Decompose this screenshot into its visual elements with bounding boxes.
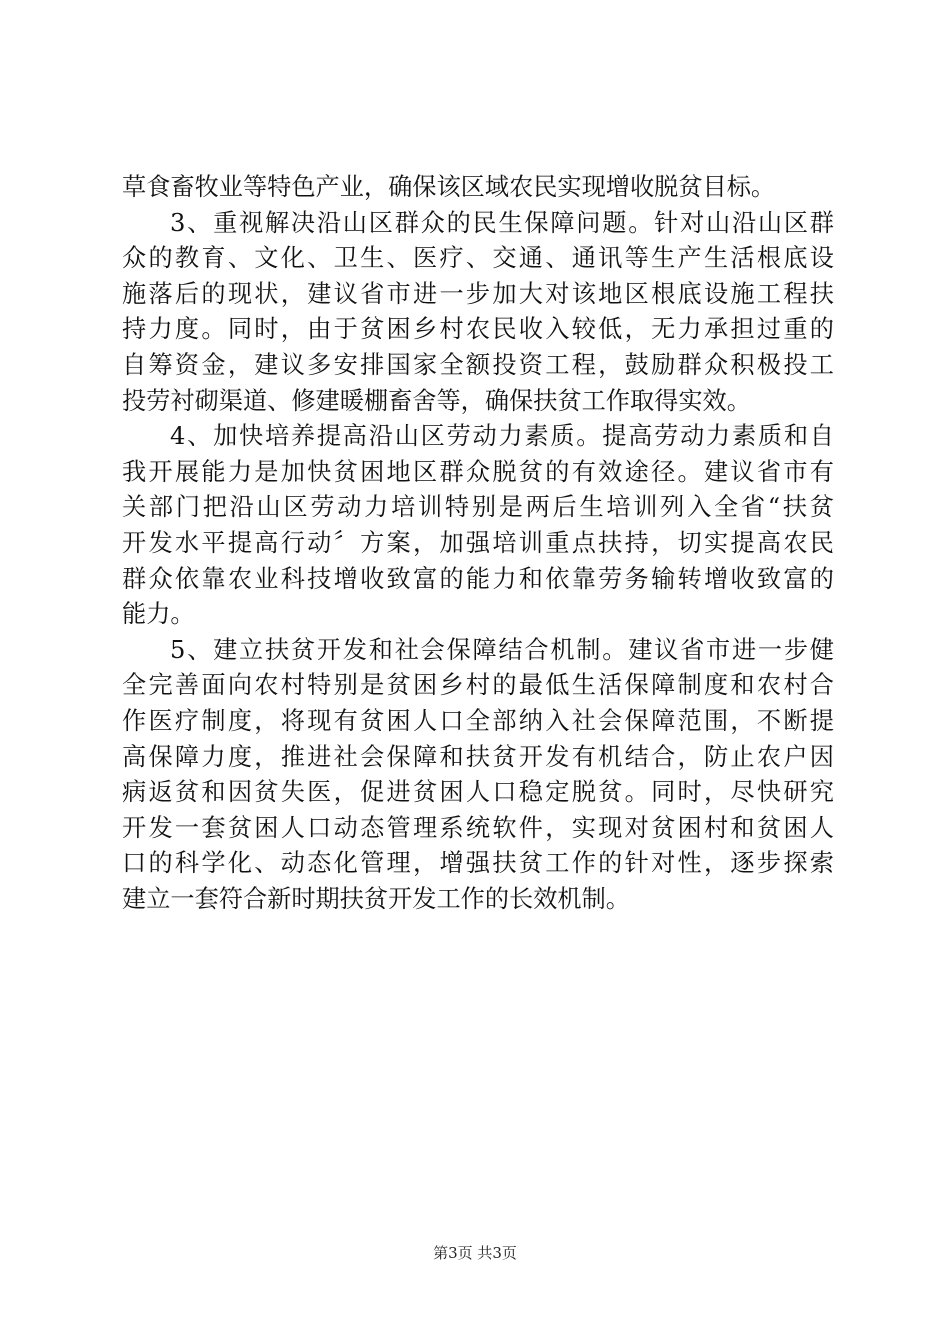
text-line: 口的科学化、动态化管理，增强扶贫工作的针对性，逐步探索 [122, 849, 834, 878]
text-line: 作医疗制度，将现有贫困人口全部纳入社会保障范围，不断提 [122, 706, 834, 735]
text-line: 投劳衬砌渠道、修建暖棚畜舍等，确保扶贫工作取得实效。 [122, 386, 751, 415]
text-line: 建立一套符合新时期扶贫开发工作的长效机制。 [122, 884, 630, 913]
text-line: 5、建立扶贫开发和社会保障结合机制。建议省市进一步健 [170, 635, 834, 664]
text-line: 持力度。同时，由于贫困乡村农民收入较低，无力承担过重的 [122, 315, 834, 344]
document-body [122, 170, 834, 917]
text-line: 能力。 [122, 600, 195, 629]
text-line: 3、重视解决沿山区群众的民生保障问题。针对山沿山区群 [170, 208, 834, 237]
text-line: 群众依靠农业科技增收致富的能力和依靠劳务输转增收致富的 [122, 564, 834, 593]
text-line: 4、加快培养提高沿山区劳动力素质。提高劳动力素质和自 [170, 422, 834, 451]
page-number-footer: 第3页 共3页 [433, 1244, 517, 1262]
text-line: 病返贫和因贫失医，促进贫困人口稳定脱贫。同时，尽快研究 [122, 778, 834, 807]
text-line: 自筹资金，建议多安排国家全额投资工程，鼓励群众积极投工 [122, 350, 834, 379]
text-line: 我开展能力是加快贫困地区群众脱贫的有效途径。建议省市有 [122, 457, 834, 486]
text-line: 开发水平提高行动〞方案，加强培训重点扶持，切实提高农民 [122, 528, 834, 557]
text-line: 关部门把沿山区劳动力培训特别是两后生培训列入全省“扶贫 [122, 493, 834, 522]
text-line: 施落后的现状，建议省市进一步加大对该地区根底设施工程扶 [122, 279, 834, 308]
text-line: 高保障力度，推进社会保障和扶贫开发有机结合，防止农户因 [122, 742, 834, 771]
text-line: 全完善面向农村特别是贫困乡村的最低生活保障制度和农村合 [122, 671, 834, 700]
text-line: 开发一套贫困人口动态管理系统软件，实现对贫困村和贫困人 [122, 813, 834, 842]
text-line: 众的教育、文化、卫生、医疗、交通、通讯等生产生活根底设 [122, 244, 834, 273]
text-line: 草食畜牧业等特色产业，确保该区域农民实现增收脱贫目标。 [122, 173, 776, 201]
